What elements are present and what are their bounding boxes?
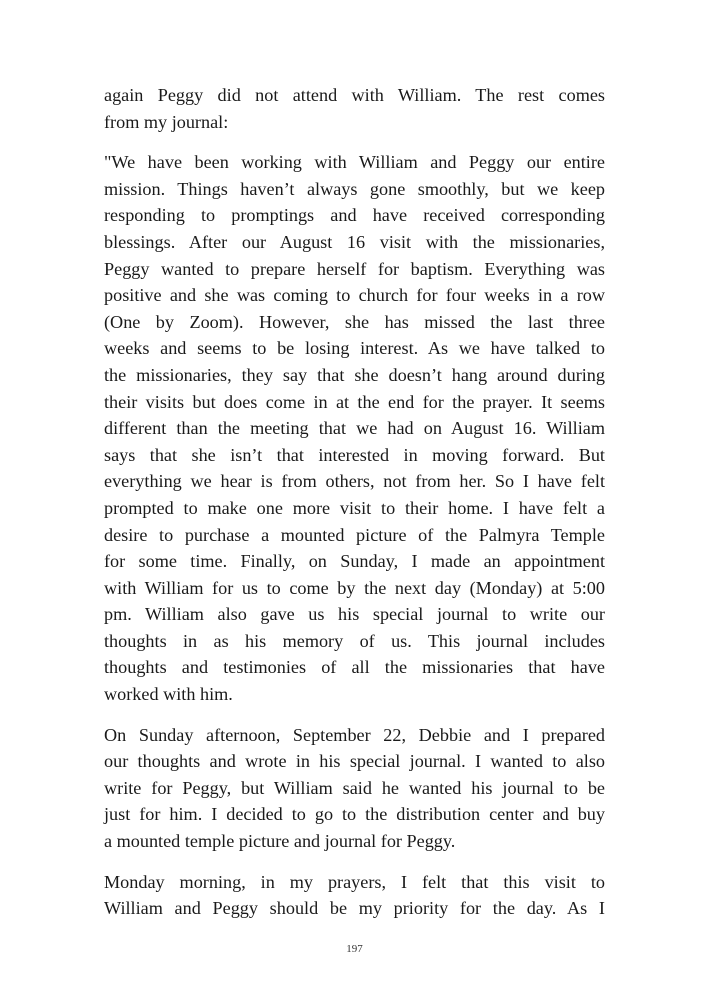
body-text [104,82,605,936]
text-line: weeks and seems to be losing interest. As we have talked to [104,338,605,359]
text-line: Peggy wanted to prepare herself for baptism. Everything was [104,258,605,279]
text-line: just for him. I decided to go to the distribution center and buy [104,804,605,825]
text-line: everything we hear is from others, not from her. So I have felt [104,471,605,492]
text-line: thoughts and testimonies of all the missionaries that have [104,657,605,678]
text-line: thoughts in as his memory of us. This journal includes [104,630,605,651]
text-line: responding to promptings and have received corresponding [104,205,605,226]
paragraph-1 [104,82,605,135]
text-line: again Peggy did not attend with William. The rest comes [104,85,605,105]
text-line: our thoughts and wrote in his special journal. I wanted to also [104,751,605,772]
text-line: mission. Things haven’t always gone smoothly, but we keep [104,178,605,199]
paragraph-3 [104,722,605,855]
text-line: "We have been working with William and Peggy our entire [104,152,605,173]
text-line: On Sunday afternoon, September 22, Debbie and I prepared [104,724,605,745]
text-line: William and Peggy should be my priority for the day. As I [104,898,605,919]
text-line: says that she isn’t that interested in moving forward. But [104,444,605,465]
text-line: from my journal: [104,111,229,132]
text-line: different than the meeting that we had on August 16. William [104,418,605,439]
page-number: 197 [346,943,363,955]
text-line: (One by Zoom). However, she has missed the last three [104,311,605,332]
text-line: Monday morning, in my prayers, I felt that this visit to [104,871,605,892]
text-line: a mounted temple picture and journal for Peggy. [104,831,456,852]
paragraph-2 [104,149,605,707]
text-line: the missionaries, they say that she doesn’t hang around during [104,364,605,385]
text-line: their visits but does come in at the end for the prayer. It seems [104,391,605,412]
text-line: desire to purchase a mounted picture of the Palmyra Temple [104,524,605,545]
paragraph-4 [104,869,605,922]
text-line: pm. William also gave us his special journal to write our [104,604,605,625]
text-line: prompted to make one more visit to their home. I have felt a [104,497,605,518]
text-line: with William for us to come by the next day (Monday) at 5:00 [104,577,605,598]
text-line: for some time. Finally, on Sunday, I made an appointment [104,551,605,572]
text-line: write for Peggy, but William said he wanted his journal to be [104,777,605,798]
text-line: worked with him. [104,684,233,705]
text-line: positive and she was coming to church for four weeks in a row [104,285,605,306]
text-line: blessings. After our August 16 visit with the missionaries, [104,231,605,252]
